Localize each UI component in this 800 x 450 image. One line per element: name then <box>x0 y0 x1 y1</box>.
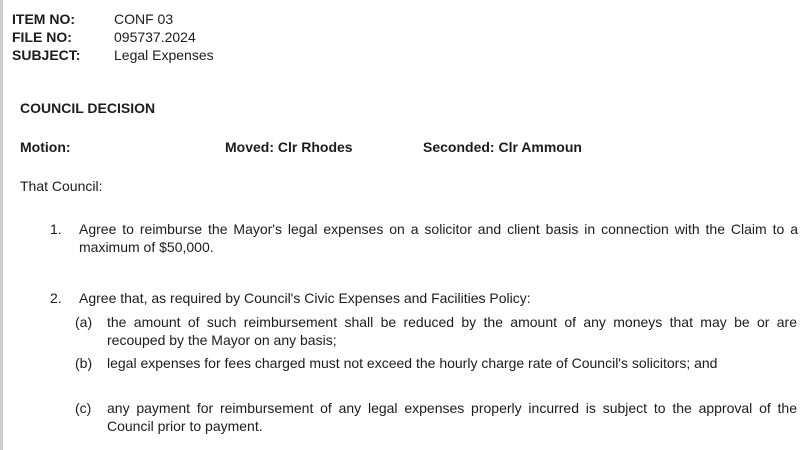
subject-row <box>12 46 214 64</box>
document-header <box>12 10 214 64</box>
sub-item-text: legal expenses for fees charged must not exceed the hourly charge rate of Council's solicitors; and <box>107 355 718 371</box>
item-number: 1. <box>50 221 62 237</box>
item-text: Agree to reimburse the Mayor's legal expenses on a solicitor and client basis in connection with the Claim to a maximum of $50,000. <box>79 221 798 255</box>
motion-label: Motion: <box>20 139 71 155</box>
left-margin-rule <box>0 0 3 450</box>
resolution-item-1 <box>50 220 798 260</box>
item-no-label: ITEM NO: <box>12 11 75 27</box>
resolution-intro: That Council: <box>20 178 103 194</box>
subject-value: Legal Expenses <box>114 47 214 63</box>
sub-item-a <box>75 313 797 353</box>
seconded-by: Seconded: Clr Ammoun <box>423 139 582 155</box>
file-no-row <box>12 28 214 46</box>
subject-label: SUBJECT: <box>12 47 81 63</box>
item-no-row <box>12 10 214 28</box>
file-no-label: FILE NO: <box>12 29 72 45</box>
sub-item-letter: (b) <box>75 355 93 371</box>
sub-item-text: any payment for reimbursement of any legal expenses properly incurred is subject to the approval of the Council prior to payment. <box>107 400 797 434</box>
file-no-value: 095737.2024 <box>114 29 196 45</box>
moved-by: Moved: Clr Rhodes <box>225 139 353 155</box>
sub-item-letter: (c) <box>75 400 92 416</box>
section-title: COUNCIL DECISION <box>20 100 156 116</box>
item-text: Agree that, as required by Council's Civic Expenses and Facilities Policy: <box>79 290 531 306</box>
sub-item-text: the amount of such reimbursement shall be reduced by the amount of any moneys that may be or are recouped by the Mayor on any basis; <box>107 314 797 348</box>
item-no-value: CONF 03 <box>114 11 174 27</box>
item-number: 2. <box>50 290 62 306</box>
sub-item-letter: (a) <box>75 314 93 330</box>
sub-item-b <box>75 354 797 394</box>
sub-item-c <box>75 399 797 439</box>
resolution-item-2 <box>50 289 798 309</box>
